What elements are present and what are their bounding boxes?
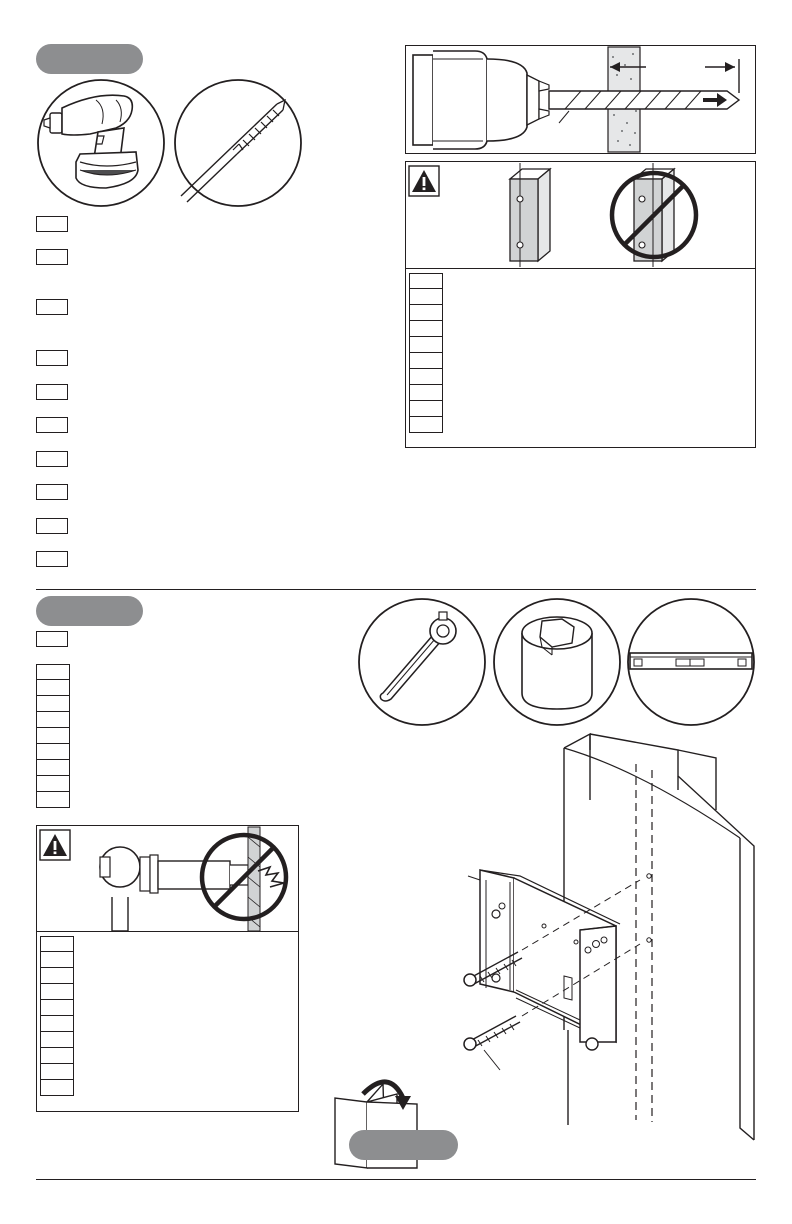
warning-triangle-icon (409, 166, 439, 196)
step-label-6 (36, 417, 68, 433)
section-2-list-rows (36, 664, 70, 808)
stud-centered-holes-icon (500, 163, 560, 267)
warning-1-row (409, 273, 443, 289)
warning-1-row (409, 353, 443, 369)
warning-1-row (409, 385, 443, 401)
step-label-5 (36, 384, 68, 400)
warning-2-row (40, 1000, 74, 1016)
warning-1-row (409, 417, 443, 433)
section-1-heading-pill (36, 44, 143, 74)
list-row (36, 664, 70, 680)
step-label-8 (36, 484, 68, 500)
section-divider (36, 589, 756, 590)
step-label-3 (36, 299, 68, 315)
drill-into-stud-icon (405, 45, 756, 154)
ratchet-wrench-icon (357, 597, 487, 727)
warning-2-row (40, 1032, 74, 1048)
list-row (36, 792, 70, 808)
step-label-1 (36, 216, 68, 232)
bottom-rule (36, 1179, 756, 1180)
list-row (36, 744, 70, 760)
page-turn-pill (349, 1130, 458, 1160)
warning-2-row (40, 984, 74, 1000)
warning-triangle-icon (40, 830, 70, 860)
list-row (36, 696, 70, 712)
step-label-9 (36, 518, 68, 534)
warning-2-row (40, 952, 74, 968)
level-icon (626, 597, 756, 727)
warning-1-row (409, 337, 443, 353)
section-2-heading-pill (36, 596, 143, 626)
list-row (36, 760, 70, 776)
warning-1-row (409, 321, 443, 337)
stud-offcenter-holes-prohibited-icon (606, 163, 702, 267)
warning-1-text-rows (409, 273, 443, 433)
warning-2-row (40, 1064, 74, 1080)
warning-2-row (40, 936, 74, 952)
list-row (36, 680, 70, 696)
warning-2-text-rows (40, 936, 74, 1096)
step-label-4 (36, 350, 68, 366)
warning-1-row (409, 369, 443, 385)
drill-bit-icon (173, 78, 303, 208)
list-row (36, 728, 70, 744)
hex-socket-icon (492, 597, 622, 727)
cordless-drill-icon (36, 78, 166, 208)
warning-2-row (40, 1080, 74, 1096)
warning-1-row (409, 401, 443, 417)
overtighten-prohibited-icon (98, 827, 298, 931)
wall-plate-mounted-to-stud-icon (440, 730, 756, 1140)
warning-box-1-divider (405, 268, 756, 269)
warning-1-row (409, 305, 443, 321)
warning-1-row (409, 289, 443, 305)
step-label-2 (36, 249, 68, 265)
step-label-7 (36, 451, 68, 467)
list-row (36, 712, 70, 728)
step-label-10 (36, 551, 68, 567)
warning-2-row (40, 1048, 74, 1064)
list-row (36, 776, 70, 792)
warning-2-row (40, 968, 74, 984)
warning-2-row (40, 1016, 74, 1032)
step-label-11 (36, 631, 68, 647)
warning-box-1 (405, 161, 756, 448)
